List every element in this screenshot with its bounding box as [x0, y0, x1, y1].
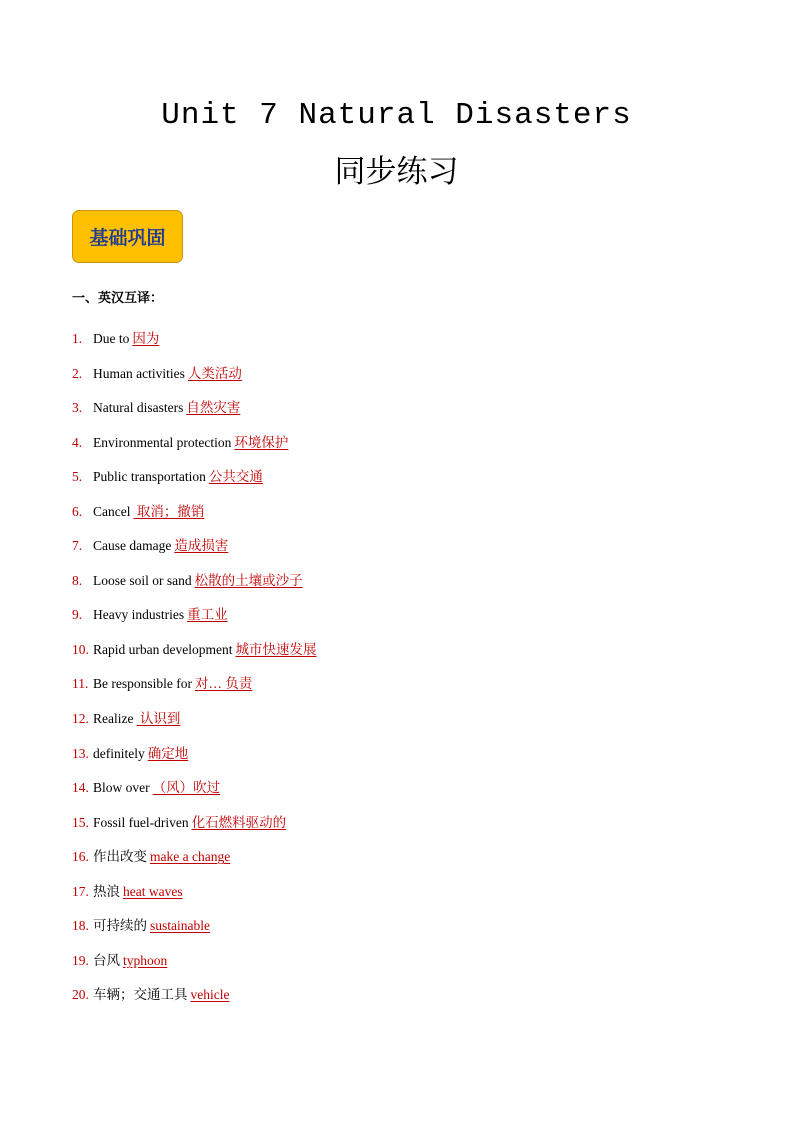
- item-number: 14.: [72, 780, 89, 796]
- item-number: 5.: [72, 469, 83, 485]
- item-number: 11.: [72, 676, 89, 692]
- item-number: 16.: [72, 849, 89, 865]
- item-number: 12.: [72, 711, 89, 727]
- item-answer: 松散的土壤或沙子: [194, 572, 303, 588]
- list-item: [72, 675, 722, 710]
- list-item: [72, 399, 722, 434]
- item-number: 9.: [72, 607, 83, 623]
- item-number: 7.: [72, 538, 83, 554]
- list-item: [72, 537, 722, 572]
- section-badge: [72, 210, 183, 263]
- item-answer: 环境保护: [234, 434, 289, 450]
- section-heading: 一、英汉互译：: [72, 291, 164, 306]
- list-item: [72, 917, 722, 952]
- item-answer: 重工业: [187, 607, 228, 623]
- item-term: Cause damage: [93, 538, 172, 554]
- item-number: 17.: [72, 883, 89, 899]
- page-subtitle: 同步练习: [334, 154, 459, 190]
- item-answer: 自然灾害: [186, 400, 241, 416]
- item-answer: 取消；撤销: [133, 503, 205, 519]
- list-item: [72, 848, 722, 883]
- list-item: [72, 986, 722, 1021]
- item-term: Public transportation: [93, 469, 206, 485]
- item-term: 热浪: [93, 883, 120, 899]
- item-number: 15.: [72, 814, 89, 830]
- item-term: Loose soil or sand: [93, 572, 192, 588]
- item-term: Heavy industries: [93, 607, 185, 623]
- item-number: 20.: [72, 987, 89, 1003]
- item-answer: 公共交通: [208, 469, 263, 485]
- item-number: 6.: [72, 503, 83, 519]
- item-answer: 城市快速发展: [235, 641, 317, 657]
- item-number: 10.: [72, 641, 89, 657]
- item-term: 可持续的: [93, 918, 147, 934]
- item-number: 1.: [72, 331, 83, 346]
- list-item: [72, 710, 722, 745]
- item-term: Blow over: [93, 780, 150, 796]
- item-answer: vehicle: [190, 987, 230, 1003]
- item-term: 台风: [93, 952, 120, 968]
- item-term: Human activities: [93, 365, 185, 381]
- item-answer: typhoon: [123, 952, 168, 968]
- item-answer: sustainable: [150, 918, 210, 934]
- item-term: Be responsible for: [93, 676, 192, 692]
- list-item: [72, 745, 722, 780]
- item-answer: make a change: [150, 849, 231, 865]
- item-answer: 确定地: [147, 745, 189, 761]
- list-item: [72, 330, 722, 365]
- list-item: [72, 779, 722, 814]
- item-number: 3.: [72, 400, 83, 416]
- item-number: 2.: [72, 365, 83, 381]
- list-item: [72, 572, 722, 607]
- item-number: 18.: [72, 918, 89, 934]
- item-term: Natural disasters: [93, 400, 184, 416]
- list-item: [72, 606, 722, 641]
- item-term: Rapid urban development: [93, 641, 233, 657]
- item-term: Realize: [93, 711, 134, 727]
- item-answer: 对… 负责: [194, 676, 253, 692]
- item-term: Cancel: [93, 503, 131, 519]
- list-item: [72, 883, 722, 918]
- item-number: 8.: [72, 572, 83, 588]
- item-term: 作出改变: [93, 849, 147, 865]
- item-answer: 因为: [132, 331, 160, 346]
- item-number: 13.: [72, 745, 89, 761]
- item-term: Fossil fuel-driven: [93, 814, 189, 830]
- item-answer: 人类活动: [187, 365, 242, 381]
- exercise-list: [72, 330, 722, 1021]
- item-answer: （风）吹过: [152, 780, 221, 796]
- item-answer: 化石燃料驱动的: [191, 814, 287, 830]
- item-answer: heat waves: [123, 883, 183, 899]
- list-item: [72, 468, 722, 503]
- list-item: [72, 434, 722, 469]
- item-answer: 造成损害: [174, 538, 229, 554]
- list-item: [72, 814, 722, 849]
- item-term: Environmental protection: [93, 434, 232, 450]
- item-term: definitely: [93, 745, 145, 761]
- item-answer: 认识到: [136, 711, 181, 727]
- section-badge-label: 基础巩固: [89, 227, 166, 249]
- item-term: Due to: [93, 331, 130, 346]
- item-number: 19.: [72, 952, 89, 968]
- list-item: [72, 641, 722, 676]
- list-item: [72, 952, 722, 987]
- item-number: 4.: [72, 434, 83, 450]
- list-item: [72, 503, 722, 538]
- page-title: Unit 7 Natural Disasters: [161, 98, 632, 133]
- list-item: [72, 365, 722, 400]
- item-term: 车辆；交通工具: [93, 987, 188, 1003]
